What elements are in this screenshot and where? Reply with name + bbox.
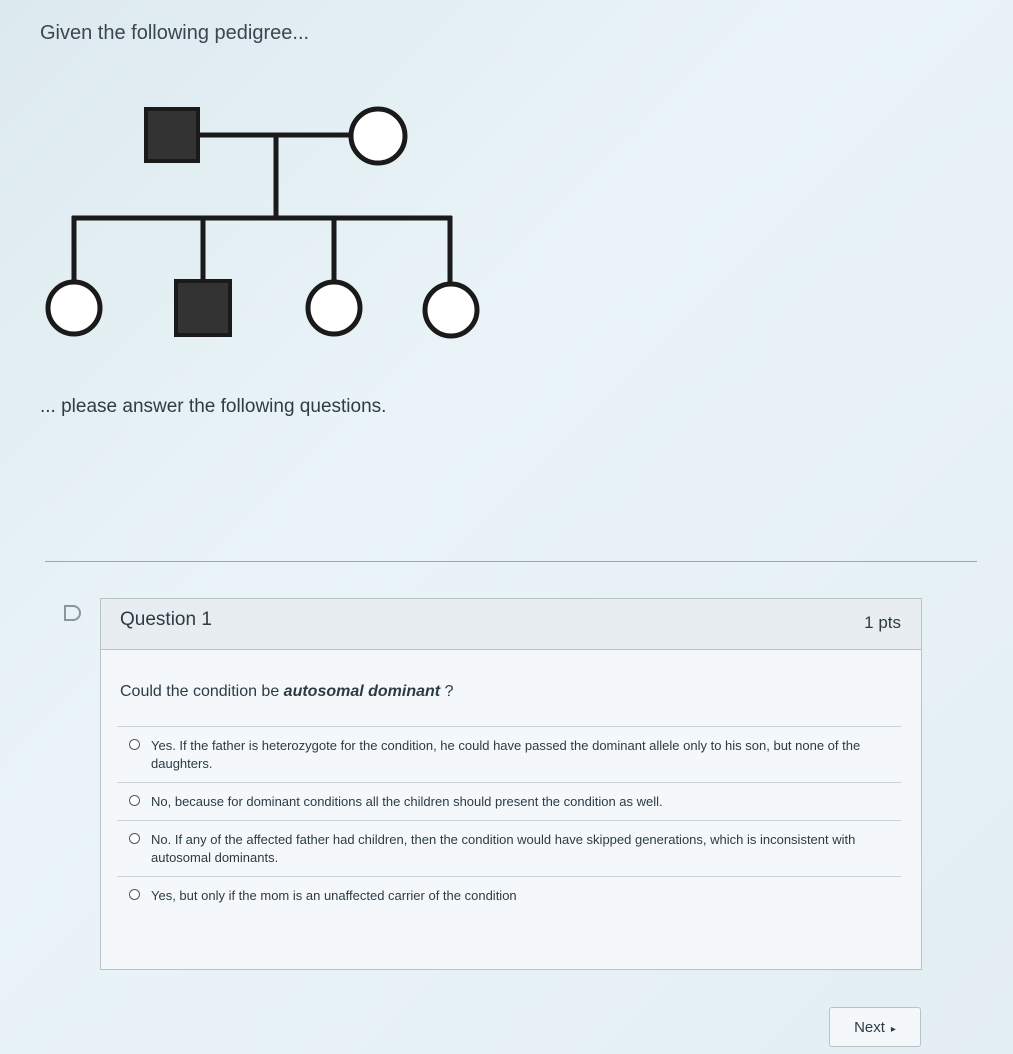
daughter-3-unaffected-circle [425, 284, 477, 336]
mother-unaffected-circle [351, 109, 405, 163]
question-card [100, 598, 922, 970]
next-button[interactable] [829, 1007, 921, 1047]
question-header [101, 599, 921, 650]
father-affected-square [146, 109, 198, 161]
next-arrow-icon: ▸ [890, 1023, 896, 1035]
section-divider [45, 561, 977, 562]
daughter-1-unaffected-circle [48, 282, 100, 334]
question-prompt [120, 683, 453, 701]
daughter-2-unaffected-circle [308, 282, 360, 334]
question-points: 1 pts [864, 613, 901, 632]
answer-option-1[interactable] [117, 726, 901, 782]
prompt-text-before: Could the condition be [120, 683, 284, 700]
radio-button-1[interactable] [129, 739, 140, 750]
prompt-text-after: ? [440, 683, 454, 700]
answer-label-1: Yes. If the father is heterozygote for the condition, he could have passed the dominant allele only to his son, but none of the daughters. [151, 738, 861, 771]
answer-label-2: No, because for dominant conditions all the children should present the condition as well. [151, 794, 663, 809]
question-title: Question 1 [120, 609, 212, 630]
radio-button-3[interactable] [129, 833, 140, 844]
prompt-emphasis: autosomal dominant [283, 683, 441, 700]
pedigree-diagram [30, 95, 500, 355]
flag-question-icon[interactable] [63, 604, 81, 622]
next-button-label: Next [854, 1018, 885, 1036]
son-affected-square [176, 281, 230, 335]
answer-option-3[interactable] [117, 820, 901, 876]
radio-button-4[interactable] [129, 889, 140, 900]
intro-subtitle: ... please answer the following questions. [40, 396, 387, 417]
answer-list [117, 726, 901, 914]
answer-option-2[interactable] [117, 782, 901, 820]
intro-title: Given the following pedigree... [40, 22, 310, 44]
answer-label-4: Yes, but only if the mom is an unaffected carrier of the condition [151, 888, 517, 903]
answer-label-3: No. If any of the affected father had children, then the condition would have skipped generations, which is inconsistent with autosomal dominants. [151, 832, 856, 865]
radio-button-2[interactable] [129, 795, 140, 806]
answer-option-4[interactable] [117, 876, 901, 914]
